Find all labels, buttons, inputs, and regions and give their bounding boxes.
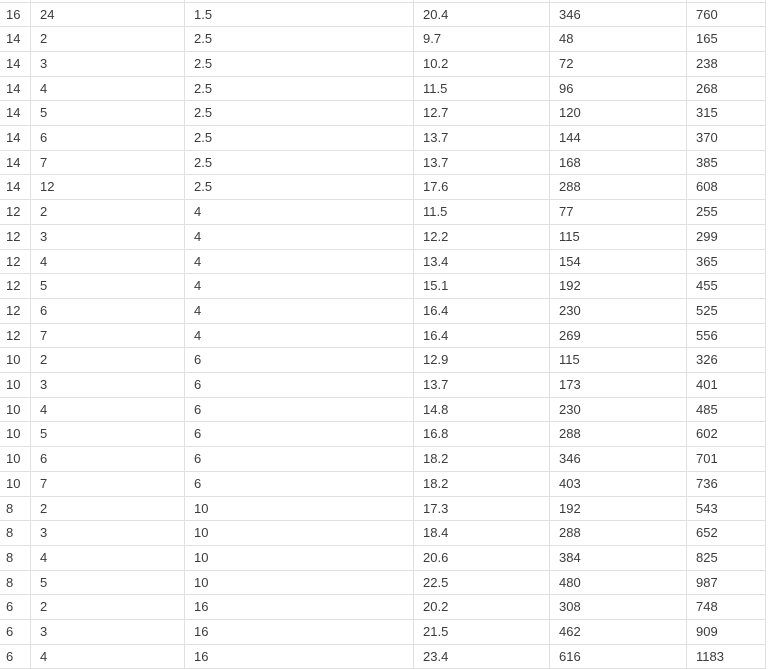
table-cell: 10 [0,447,31,472]
table-cell: 365 [687,249,766,274]
table-cell: 10 [185,570,414,595]
table-cell: 18.4 [414,521,550,546]
table-row [0,298,766,323]
table-cell: 115 [550,224,687,249]
table-row [0,471,766,496]
table-cell: 14 [0,175,31,200]
table-cell: 6 [185,422,414,447]
table-cell: 326 [687,348,766,373]
table-cell: 16 [185,644,414,669]
table-cell: 10 [185,545,414,570]
table-row [0,224,766,249]
table-cell: 485 [687,397,766,422]
table-cell: 13.4 [414,249,550,274]
table-cell: 3 [31,373,185,398]
table-cell: 4 [185,224,414,249]
table-cell: 255 [687,200,766,225]
table-cell: 4 [31,545,185,570]
table-cell: 299 [687,224,766,249]
table-cell: 525 [687,298,766,323]
table-row [0,249,766,274]
table-cell: 14 [0,51,31,76]
table-cell: 12.9 [414,348,550,373]
table-cell: 6 [31,447,185,472]
table-cell: 6 [0,644,31,669]
table-cell: 16 [0,2,31,27]
table-cell: 385 [687,150,766,175]
table-cell: 23.4 [414,644,550,669]
table-cell: 8 [0,496,31,521]
table-cell: 22.5 [414,570,550,595]
table-cell: 2.5 [185,150,414,175]
table-row [0,175,766,200]
table-cell: 4 [31,644,185,669]
table-cell: 14 [0,76,31,101]
table-row [0,570,766,595]
table-cell: 4 [31,249,185,274]
table-cell: 48 [550,27,687,52]
table-cell: 24 [31,2,185,27]
table-row [0,496,766,521]
table-cell: 20.6 [414,545,550,570]
table-cell: 16 [185,620,414,645]
table-cell: 238 [687,51,766,76]
table-cell: 9.7 [414,27,550,52]
table-row [0,348,766,373]
table-cell: 96 [550,76,687,101]
table-row [0,274,766,299]
table-cell: 3 [31,51,185,76]
table-cell: 2.5 [185,27,414,52]
table-cell: 14 [0,101,31,126]
table-cell: 2.5 [185,76,414,101]
table-cell: 14.8 [414,397,550,422]
table-cell: 17.3 [414,496,550,521]
table-cell: 18.2 [414,471,550,496]
table-cell: 288 [550,422,687,447]
table-cell: 4 [185,249,414,274]
table-cell: 12 [0,224,31,249]
table-row [0,126,766,151]
table-cell: 4 [185,298,414,323]
table-row [0,447,766,472]
table-cell: 6 [31,126,185,151]
table-cell: 5 [31,570,185,595]
table-cell: 825 [687,545,766,570]
table-row [0,101,766,126]
table-cell: 192 [550,496,687,521]
table-row [0,76,766,101]
table-cell: 11.5 [414,200,550,225]
table-cell: 602 [687,422,766,447]
table-cell: 288 [550,175,687,200]
table-cell: 7 [31,471,185,496]
table-cell: 168 [550,150,687,175]
table-cell: 16 [185,595,414,620]
table-cell: 1183 [687,644,766,669]
table-cell: 5 [31,101,185,126]
table-cell: 165 [687,27,766,52]
table-cell: 2.5 [185,101,414,126]
table-cell: 6 [31,298,185,323]
table-cell: 144 [550,126,687,151]
table-cell: 12 [0,298,31,323]
table-cell: 3 [31,620,185,645]
table-cell: 11.5 [414,76,550,101]
table-cell: 4 [185,323,414,348]
table-cell: 20.2 [414,595,550,620]
table-cell: 6 [185,447,414,472]
table-cell: 16.8 [414,422,550,447]
table-cell: 462 [550,620,687,645]
table-cell: 909 [687,620,766,645]
table-cell: 230 [550,298,687,323]
table-cell: 15.1 [414,274,550,299]
table-row [0,200,766,225]
table-row [0,644,766,669]
table-cell: 2 [31,496,185,521]
table-row [0,620,766,645]
table-cell: 701 [687,447,766,472]
table-cell: 20.4 [414,2,550,27]
table-cell: 370 [687,126,766,151]
table-row [0,595,766,620]
table-cell: 2 [31,348,185,373]
table-cell: 72 [550,51,687,76]
table-cell: 12 [0,274,31,299]
table-cell: 7 [31,323,185,348]
table-cell: 736 [687,471,766,496]
table-cell: 2 [31,27,185,52]
table-cell: 2.5 [185,175,414,200]
table-cell: 12 [0,249,31,274]
table-cell: 5 [31,274,185,299]
table-cell: 10.2 [414,51,550,76]
table-cell: 14 [0,27,31,52]
table-cell: 21.5 [414,620,550,645]
table-cell: 4 [31,397,185,422]
table-cell: 346 [550,2,687,27]
table-cell: 230 [550,397,687,422]
table-row [0,27,766,52]
table-cell: 308 [550,595,687,620]
table-cell: 455 [687,274,766,299]
table-cell: 7 [31,150,185,175]
table-cell: 13.7 [414,150,550,175]
table-cell: 18.2 [414,447,550,472]
table-cell: 403 [550,471,687,496]
table-cell: 4 [185,200,414,225]
table-cell: 608 [687,175,766,200]
table-cell: 12.7 [414,101,550,126]
table-row [0,51,766,76]
table-cell: 987 [687,570,766,595]
table-cell: 154 [550,249,687,274]
table-cell: 3 [31,521,185,546]
table-cell: 3 [31,224,185,249]
table-cell: 2.5 [185,126,414,151]
table-cell: 10 [0,348,31,373]
table-row [0,545,766,570]
table-cell: 5 [31,422,185,447]
table-row [0,323,766,348]
table-cell: 4 [185,274,414,299]
table-cell: 173 [550,373,687,398]
table-row [0,422,766,447]
table-cell: 12 [0,323,31,348]
table-row [0,397,766,422]
table-cell: 1.5 [185,2,414,27]
table-cell: 77 [550,200,687,225]
table-cell: 2 [31,595,185,620]
table-cell: 10 [185,521,414,546]
table-cell: 115 [550,348,687,373]
table-cell: 543 [687,496,766,521]
table-cell: 16.4 [414,323,550,348]
table-cell: 12 [31,175,185,200]
table-cell: 120 [550,101,687,126]
table-cell: 401 [687,373,766,398]
table-cell: 760 [687,2,766,27]
table-cell: 6 [0,620,31,645]
table-cell: 2 [31,200,185,225]
table-cell: 192 [550,274,687,299]
table-cell: 556 [687,323,766,348]
table-cell: 6 [0,595,31,620]
table-cell: 268 [687,76,766,101]
table-cell: 6 [185,471,414,496]
table-cell: 17.6 [414,175,550,200]
table-cell: 14 [0,150,31,175]
table-cell: 6 [185,397,414,422]
table-cell: 8 [0,521,31,546]
table-cell: 384 [550,545,687,570]
table-cell: 616 [550,644,687,669]
table-row [0,521,766,546]
table-cell: 2.5 [185,51,414,76]
table-cell: 315 [687,101,766,126]
table-cell: 13.7 [414,373,550,398]
table-cell: 10 [0,471,31,496]
table-cell: 8 [0,545,31,570]
table-cell: 269 [550,323,687,348]
table-cell: 13.7 [414,126,550,151]
table-cell: 12.2 [414,224,550,249]
table-cell: 4 [31,76,185,101]
table-cell: 16.4 [414,298,550,323]
table-row [0,373,766,398]
table-cell: 10 [0,373,31,398]
table-cell: 10 [185,496,414,521]
table-cell: 6 [185,373,414,398]
table-cell: 12 [0,200,31,225]
table-cell: 346 [550,447,687,472]
table-cell: 652 [687,521,766,546]
table-cell: 10 [0,422,31,447]
table-cell: 10 [0,397,31,422]
table-cell: 748 [687,595,766,620]
table-cell: 480 [550,570,687,595]
table-cell: 6 [185,348,414,373]
table-cell: 8 [0,570,31,595]
table-row [0,2,766,27]
table-cell: 14 [0,126,31,151]
table-cell: 288 [550,521,687,546]
table-row [0,150,766,175]
